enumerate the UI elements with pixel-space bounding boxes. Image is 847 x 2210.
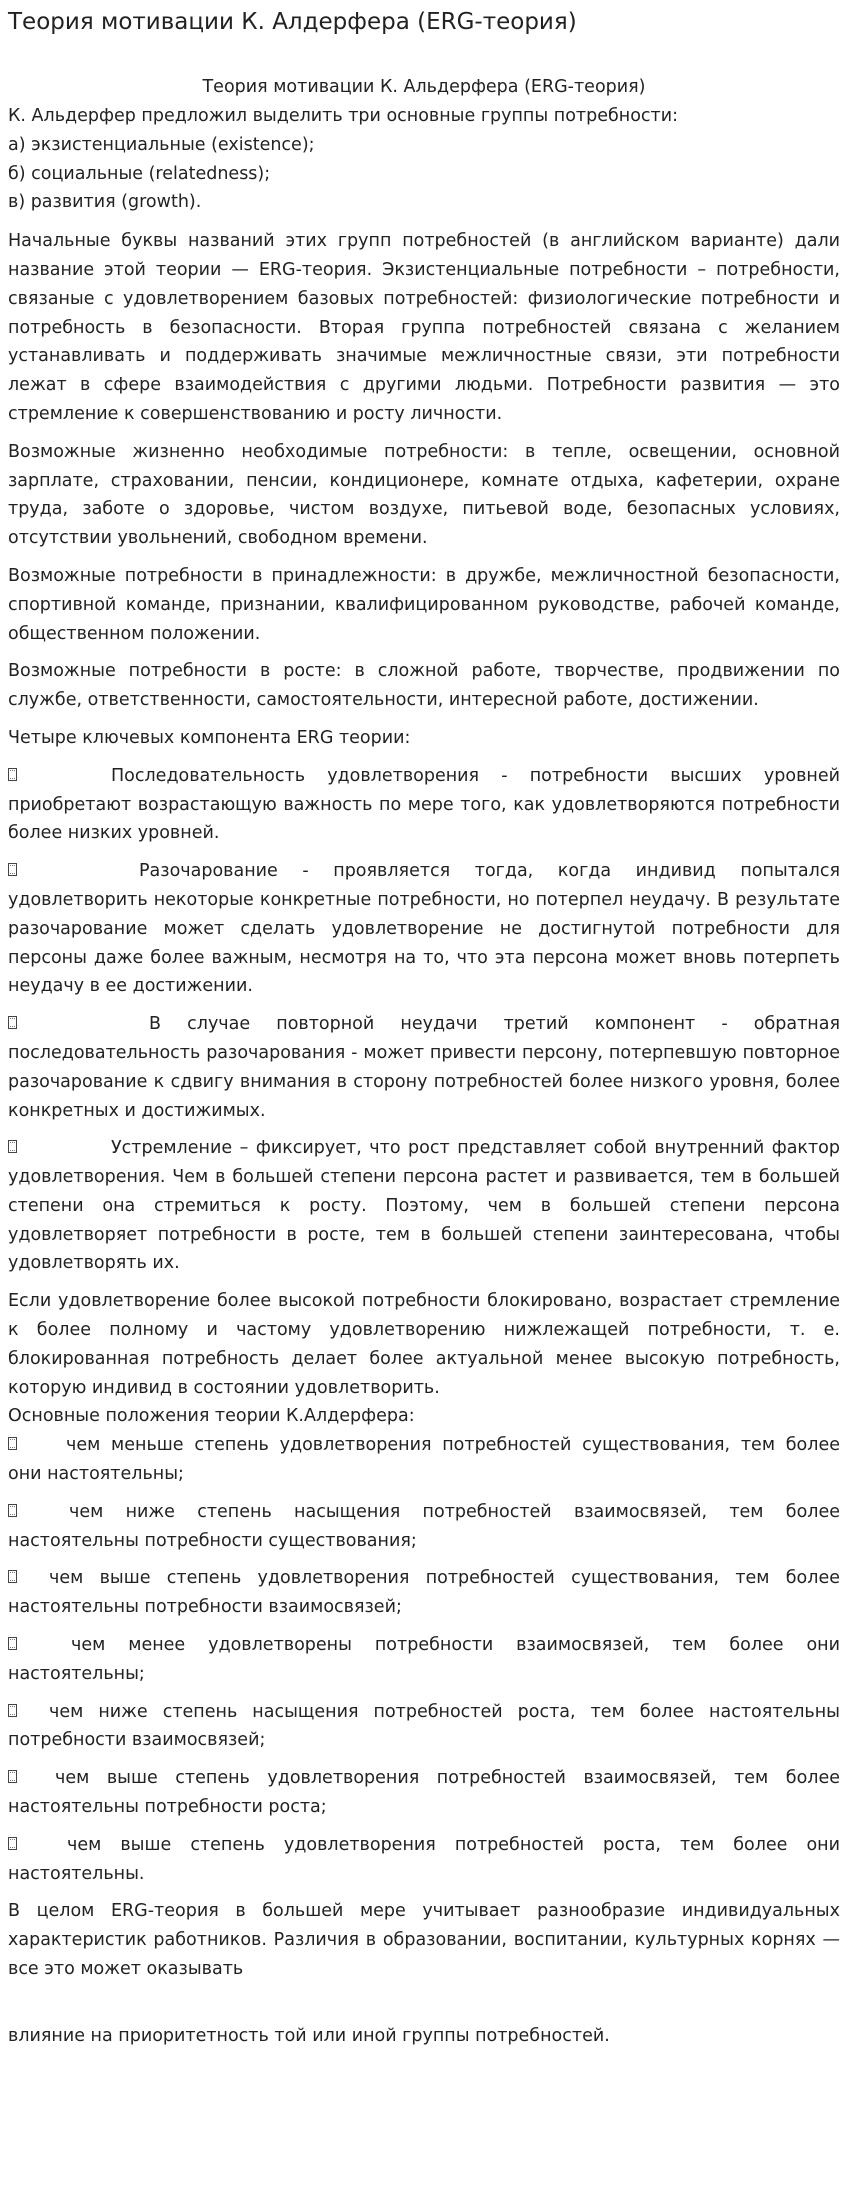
provision-item [8,1498,840,1556]
missing-glyph-icon [8,1770,17,1783]
missing-glyph-icon [8,1637,17,1650]
document-heading: Теория мотивации К. Альдерфера (ERG-теория) [202,77,646,97]
provision-text: чем выше степень удовлетворения потребностей роста, тем более они настоятельны. [8,1834,840,1884]
component-text: Последовательность удовлетворения - потребности высших уровней приобретают возрастающую важность по мере того, как удовлетворяются потребности более низких уровней. [8,765,840,844]
provision-item [8,1564,840,1622]
intro-lead: К. Альдерфер предложил выделить три основные группы потребности: [8,106,678,126]
provision-text: чем ниже степень насыщения потребностей роста, тем более настоятельны потребности взаимосвязей; [8,1701,840,1751]
provision-item [8,1698,840,1756]
blocking-paragraph: Если удовлетворение более высокой потребности блокировано, возрастает стремление к более полному и частому удовлетворению нижлежащей потребности, т. е. блокированная потребность делает более актуальной менее высокую потребность, которую индивид в состоянии удовлетворить. [8,1291,840,1398]
component-text: Устремление – фиксирует, что рост представляет собой внутренний фактор удовлетворения. Чем в большей степени персона растет и развивается, тем в большей степени она стремиться к росту. Поэтому, чем в большей степени персона удовлетворяет потребности в росте, тем в большей степени заинтересована, чтобы удовлетворять их. [8,1138,840,1274]
component-item [8,762,840,848]
relatedness-needs-paragraph: Возможные потребности в принадлежности: в дружбе, межличностной безопасности, спортивной команде, признании, квалифицированном руководстве, рабочей команде, общественном положении. [8,565,840,644]
missing-glyph-icon [8,1704,17,1717]
missing-glyph-icon [8,768,17,781]
provision-text: чем менее удовлетворены потребности взаимосвязей, тем более они настоятельны; [8,1635,840,1684]
provision-text: чем выше степень удовлетворения потребностей существования, тем более настоятельны потребности взаимосвязей; [8,1568,840,1618]
provision-text: чем ниже степень насыщения потребностей взаимосвязей, тем более настоятельны потребности существования; [8,1501,840,1551]
page-title: Теория мотивации К. Алдерфера (ERG-теория) [8,9,577,35]
provision-text: чем меньше степень удовлетворения потребностей существования, тем более они настоятельны; [8,1435,840,1485]
component-item [8,857,840,1001]
component-item [8,1134,840,1278]
provision-text: чем выше степень удовлетворения потребностей взаимосвязей, тем более настоятельны потребности роста; [8,1768,840,1818]
provision-item [8,1631,840,1689]
missing-glyph-icon [8,1437,17,1450]
missing-glyph-icon [8,1837,17,1850]
component-text: Разочарование - проявляется тогда, когда индивид попытался удовлетворить некоторые конкретные потребности, но потерпел неудачу. В результате разочарование может сделать удовлетворение не достигнутой потребности для персоны даже более важным, несмотря на то, что эта персона может вновь потерпеть неудачу в ее достижении. [8,861,840,997]
existence-needs-paragraph: Возможные жизненно необходимые потребности: в тепле, освещении, основной зарплате, страховании, пенсии, кондиционере, комнате отдыха, кафетерии, охране труда, заботе о здоровье, чистом воздухе, питьевой воде, безопасных условиях, отсутствии увольнений, свободном времени. [8,441,840,549]
growth-needs-paragraph: Возможные потребности в росте: в сложной работе, творчестве, продвижении по службе, ответственности, самостоятельности, интересной работе, достижении. [8,661,840,711]
missing-glyph-icon [8,1504,17,1517]
provision-item [8,1831,840,1889]
provisions-heading: Основные положения теории К.Алдерфера: [8,1406,415,1427]
provision-item [8,1764,840,1822]
group-growth: в) развития (growth). [8,192,202,213]
missing-glyph-icon [8,1016,17,1029]
missing-glyph-icon [8,863,17,876]
conclusion-tail: влияние на приоритетность той или иной группы потребностей. [8,2025,610,2046]
naming-paragraph: Начальные буквы названий этих групп потребностей (в английском варианте) дали название этой теории — ERG-теория. Экзистенциальные потребности – потребности, связаные с удовлетворением базовых потребностей: физиологические потребности и потребность в безопасности. Вторая группа потребностей связана с желанием устанавливать и поддерживать значимые межличностные связи, эти потребности лежат в сфере взаимодействия с другими людьми. Потребности развития — это стремление к совершенствованию и росту личности. [8,231,840,424]
missing-glyph-icon [8,1140,17,1153]
components-heading: Четыре ключевых компонента ERG теории: [8,727,411,748]
component-text: В случае повторной неудачи третий компонент - обратная последовательность разочарования - может привести персону, потерпевшую повторное разочарование к сдвигу внимания в сторону потребностей более низкого уровня, более конкретных и достижимых. [8,1014,840,1121]
group-existence: а) экзистенциальные (existence); [8,134,315,155]
component-item [8,1010,840,1125]
group-relatedness: б) социальные (relatedness); [8,163,271,184]
missing-glyph-icon [8,1570,17,1583]
provision-item [8,1431,840,1489]
conclusion-paragraph: В целом ERG-теория в большей мере учитывает разнообразие индивидуальных характеристик работников. Различия в образовании, воспитании, культурных корнях — все это может оказывать [8,1901,840,1980]
